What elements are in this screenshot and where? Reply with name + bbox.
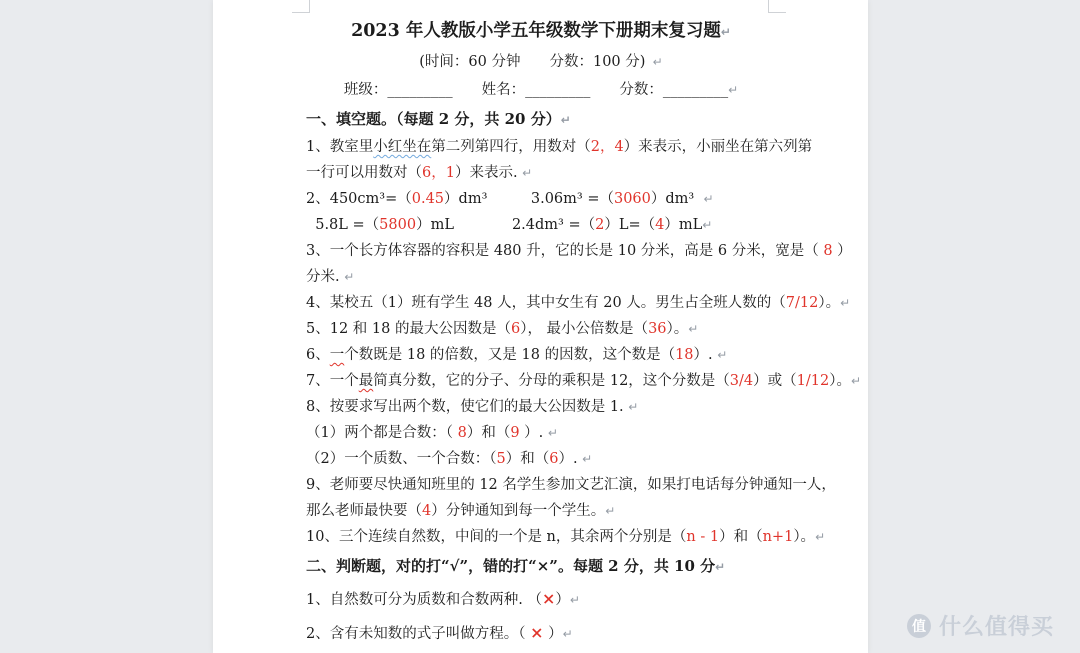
section-1-heading[interactable] [306,104,776,134]
doc-text: 2、含有未知数的式子叫做方程。（ [306,626,531,642]
doc-content[interactable] [306,14,862,650]
doc-text: 7、一个 [306,373,359,389]
q8-sub-1[interactable] [306,420,776,446]
return-mark-icon: ↵ [582,452,593,466]
doc-text: 分米. [306,269,345,285]
doc-text: 5、12 和 18 的最大公因数是（ [306,321,511,337]
doc-text: (时间：60 分钟 分数：100 分) [419,54,653,70]
q1-line-2[interactable] [306,160,776,186]
doc-text: 一、填空题。（每题 2 分，共 20 分） [306,110,561,128]
answer-text: 3/4 [729,373,754,389]
q9-line-2[interactable] [306,498,776,524]
q1-line-1[interactable] [306,134,813,160]
doc-text: ）。 [818,295,841,311]
answer-text: 3060 [613,191,651,207]
answer-text: × [541,589,556,608]
doc-text: 2、450cm³=（ [306,191,412,207]
return-mark-icon: ↵ [569,593,580,607]
spellcheck-text: 一 [329,347,345,363]
doc-text: 一行可以用数对（ [306,165,422,181]
q9-line-1[interactable] [306,472,836,498]
judge-q2-line[interactable] [306,616,776,650]
doc-text: 1、教室里 [306,139,374,155]
return-mark-icon: ↵ [652,55,663,69]
doc-text: 简真分数，它的分子、分母的乘积是 12，这个分数是（ [373,373,730,389]
margin-crop-mark-left-icon [292,0,310,13]
doc-text: ）。 [666,321,689,337]
doc-text: ）和（ [466,425,511,441]
answer-text: 0.45 [411,191,445,207]
doc-subtitle[interactable] [306,48,776,76]
doc-text: （2）一个质数、一个合数：（ [306,451,497,467]
return-mark-icon: ↵ [562,627,573,641]
doc-text: 第二列第四行，用数对（ [431,139,591,155]
answer-text: 8 [823,243,833,259]
doc-text: ） [555,592,570,608]
doc-text: ）dm³ [650,191,704,207]
doc-text: ）和（ [505,451,550,467]
doc-text: 1、自然数可分为质数和合数两种. （ [306,592,542,608]
answer-text: × [530,623,544,642]
spellcheck-text: 最 [358,373,374,389]
watermark-label: 什么值得买 [938,615,1054,640]
answer-text: 36 [648,321,667,337]
doc-text: ） [832,243,852,259]
smzdm-logo-icon: 值 [907,614,931,638]
q5-line[interactable] [306,316,776,342]
answer-text: 5 [496,451,506,467]
doc-text: ） [543,626,563,642]
q8-line[interactable] [306,394,776,420]
return-mark-icon: ↵ [717,348,728,362]
answer-text: 8 [457,425,467,441]
return-mark-icon: ↵ [605,504,616,518]
q2-line-2[interactable] [306,212,776,238]
return-mark-icon: ↵ [850,374,862,388]
return-mark-icon: ↵ [344,270,355,284]
answer-text: n+1 [762,529,794,545]
answer-text: 4 [422,503,432,519]
return-mark-icon: ↵ [522,166,533,180]
doc-text: 二、判断题，对的打“√”，错的打“×”。每题 2 分，共 10 分 [306,557,716,575]
answer-text: 2，4 [590,139,624,155]
return-mark-icon: ↵ [728,83,739,97]
doc-text: 班级：_________ 姓名：_________ 分数：_________ [343,82,729,98]
doc-text: ）L=（ [604,217,656,233]
return-mark-icon: ↵ [720,25,731,39]
doc-text: ）mL 2.4dm³ =（ [416,217,596,233]
answer-text: 1/12 [796,373,830,389]
return-mark-icon: ↵ [815,530,826,544]
doc-text: 10、三个连续自然数，中间的一个是 n，其余两个分别是（ [306,529,687,545]
class-name-score-line[interactable] [306,76,776,104]
q7-line[interactable] [306,368,862,394]
return-mark-icon: ↵ [702,218,713,232]
doc-text: （1）两个都是合数：（ [306,425,458,441]
q2-line-1[interactable] [306,186,776,212]
watermark [907,610,1054,641]
grammar-check-text: 小红坐在 [373,139,432,155]
doc-text: ）， 最小公倍数是（ [520,321,649,337]
doc-text: 8、按要求写出两个数，使它们的最大公因数是 1. [306,399,629,415]
doc-text: ）dm³ 3.06m³ =（ [444,191,614,207]
judge-q1-line[interactable] [306,582,776,616]
return-mark-icon: ↵ [840,296,851,310]
q3-line-1[interactable] [306,238,852,264]
return-mark-icon: ↵ [628,400,639,414]
margin-crop-mark-right-icon [768,0,786,13]
doc-text: ）. [693,347,718,363]
document-page [213,0,868,653]
return-mark-icon: ↵ [703,192,714,206]
doc-text: 4、某校五（1）班有学生 48 人，其中女生有 20 人。男生占全班人数的（ [306,295,786,311]
doc-title[interactable] [306,14,776,48]
doc-text: ）或（ [753,373,797,389]
doc-text: ）. [558,451,583,467]
section-2-heading[interactable] [306,550,776,582]
doc-text: 5.8L =（ [306,217,380,233]
doc-text: ）。 [829,373,851,389]
q3-line-2[interactable] [306,264,776,290]
return-mark-icon: ↵ [688,322,699,336]
doc-text: 3、一个长方体容器的容积是 480 升，它的长是 10 分米，高是 6 分米，宽是（ [306,243,824,259]
doc-text: 2023 年人教版小学五年级数学下册期末复习题 [351,21,721,41]
doc-text: 个数既是 18 的倍数，又是 18 的因数，这个数是（ [344,347,676,363]
answer-text: 6 [510,321,521,337]
doc-text: ）. [519,425,548,441]
answer-text: 6，1 [422,165,455,181]
return-mark-icon: ↵ [560,113,571,127]
answer-text: n - 1 [686,529,720,545]
doc-text: ）和（ [719,529,763,545]
doc-text: ）分钟通知到每一个学生。 [431,503,606,519]
doc-text: 9、老师要尽快通知班里的 12 名学生参加文艺汇演，如果打电话每分钟通知一人， [306,477,836,493]
answer-text: 2 [595,217,605,233]
doc-text: ）来表示，小丽坐在第六列第 [623,139,813,155]
q10-line[interactable] [306,524,826,550]
return-mark-icon: ↵ [547,426,558,440]
answer-text: 4 [655,217,665,233]
answer-text: 18 [675,347,694,363]
doc-text: 那么老师最快要（ [306,503,422,519]
q4-line[interactable] [306,290,851,316]
answer-text: 6 [549,451,559,467]
return-mark-icon: ↵ [715,560,726,574]
doc-text: ）来表示. [454,165,523,181]
doc-text: ）。 [793,529,816,545]
answer-text: 9 [510,425,520,441]
doc-text: ）mL [664,217,703,233]
q8-sub-2[interactable] [306,446,776,472]
q6-line[interactable] [306,342,776,368]
answer-text: 7/12 [785,295,819,311]
doc-text: 6、 [306,347,330,363]
answer-text: 5800 [379,217,417,233]
